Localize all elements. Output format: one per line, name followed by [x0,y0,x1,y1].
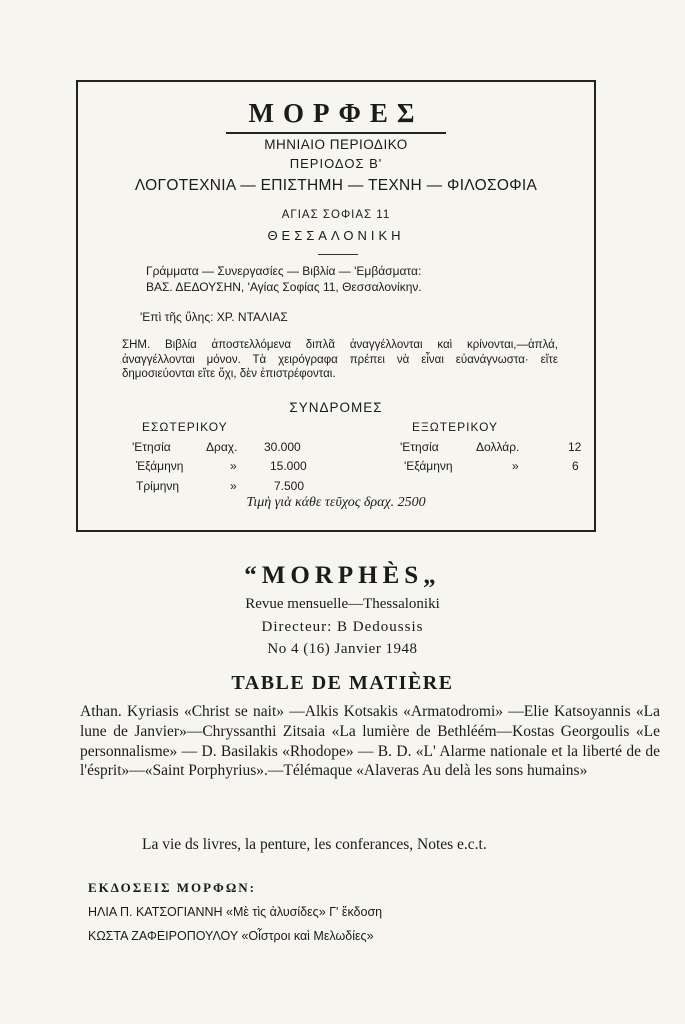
correspondence-address: ΒΑΣ. ΔΕΔΟΥΣΗΝ, 'Αγίας Σοφίας 11, Θεσσαλονίκην. [146,280,422,294]
rate-amount: 7.500 [274,479,305,493]
rate-amount: 30.000 [264,440,301,454]
domestic-rates [132,440,332,500]
correspondence-line: Γράμματα — Συνεργασίες — Βιβλία — 'Εμβάσματα: [146,264,422,278]
editorial-note: ΣΗΜ. Βιβλία ἀποστελλόμενα διπλᾶ ἀναγγέλλονται καὶ κρίνονται,—ἁπλά, ἀναγγέλλονται μόνον. Τὰ χειρόγραφα πρέπει νὰ εἶναι εὐανάγνωστα· εἴτε δημοσιεύονται εἴτε ὄχι, δὲν ἐπιστρέφονται. [122,339,558,380]
issue-price: Τιμὴ γιὰ κάθε τεῦχος δραχ. 2500 [246,495,426,510]
subscriptions-title: ΣΥΝΔΡΟΜΕΣ [289,400,383,415]
rate-label: Τρίμηνη [136,479,180,493]
contents-closing-line: La vie ds livres, la penture, les conferances, Notes e.c.t. [142,836,487,853]
edition-item: ΚΩΣΤΑ ΖΑΦΕΙΡΟΠΟΥΛΟΥ «Οἶστροι καὶ Μελωδίες» [88,929,374,943]
domestic-heading: ΕΣΩΤΕΡΙΚΟΥ [142,420,228,434]
title-underline [226,132,446,134]
rate-unit: » [512,459,519,473]
foreign-rates [400,440,590,480]
materials-editor-line: 'Επὶ τῆς ὕλης: ΧΡ. ΝΤΑΛΙΑΣ [140,310,288,324]
french-subtitle: Revue mensuelle—Thessaloniki [245,596,440,612]
french-director: Directeur: B Dedoussis [261,619,424,635]
toc-heading: TABLE DE MATIÈRE [231,672,454,694]
rate-amount: 15.000 [270,459,307,473]
journal-title: ΜΟΡΦΕΣ [248,98,424,128]
issue-number: No 4 (16) Janvier 1948 [267,641,418,657]
edition-item: ΗΛΙΑ Π. ΚΑΤΣΟΓΙΑΝΝΗ «Μὲ τὶς ἀλυσίδες» Γ' ἔκδοση [88,905,383,919]
address-street: ΑΓΙΑΣ ΣΟΦΙΑΣ 11 [281,209,391,221]
journal-subtitle: ΜΗΝΙΑΙΟ ΠΕΡΙΟΔΙΚΟ [264,137,408,152]
journal-themes: ΛΟΓΟΤΕΧΝΙΑ — ΕΠΙΣΤΗΜΗ — ΤΕΧΝΗ — ΦΙΛΟΣΟΦΙΑ [134,177,538,194]
table-of-contents: Athan. Kyriasis «Christ se nait» —Alkis Kotsakis «Armatodromi» —Elie Katsoyannis «La lune de Janvier»—Chryssanthi Zitsaia «La lumière de Bethléém—Kostas Georgoulis «Le personnalisme» — D. Basilakis «Rhodope» — B. D. «L' Alarme nationale et la liberté de de l'ésprit»—«Saint Porphyrius».—Télémaque «Alaveras Au delà les sons humains» [80,703,660,780]
journal-period: ΠΕΡΙΟΔΟΣ Β' [289,156,383,171]
rate-unit: Δολλάρ. [476,440,520,454]
rate-amount: 6 [572,459,579,473]
greek-notice-box [76,80,596,532]
rate-label: 'Ετησία [400,440,439,454]
address-city: ΘΕΣΣΑΛΟΝΙΚΗ [267,228,405,243]
rate-label: 'Ετησία [132,440,171,454]
french-title: “MORPHÈS„ [244,562,441,589]
rate-unit: » [230,459,237,473]
divider [318,254,358,255]
rate-amount: 12 [568,440,582,454]
foreign-heading: ΕΞΩΤΕΡΙΚΟΥ [412,420,499,434]
rate-label: Ἑξάμηνη [136,459,184,473]
editions-title: ΕΚΔΟΣΕΙΣ ΜΟΡΦΩΝ: [88,880,256,895]
rate-unit: » [230,479,237,493]
rate-unit: Δραχ. [206,440,238,454]
rate-label: 'Εξάμηνη [404,459,453,473]
